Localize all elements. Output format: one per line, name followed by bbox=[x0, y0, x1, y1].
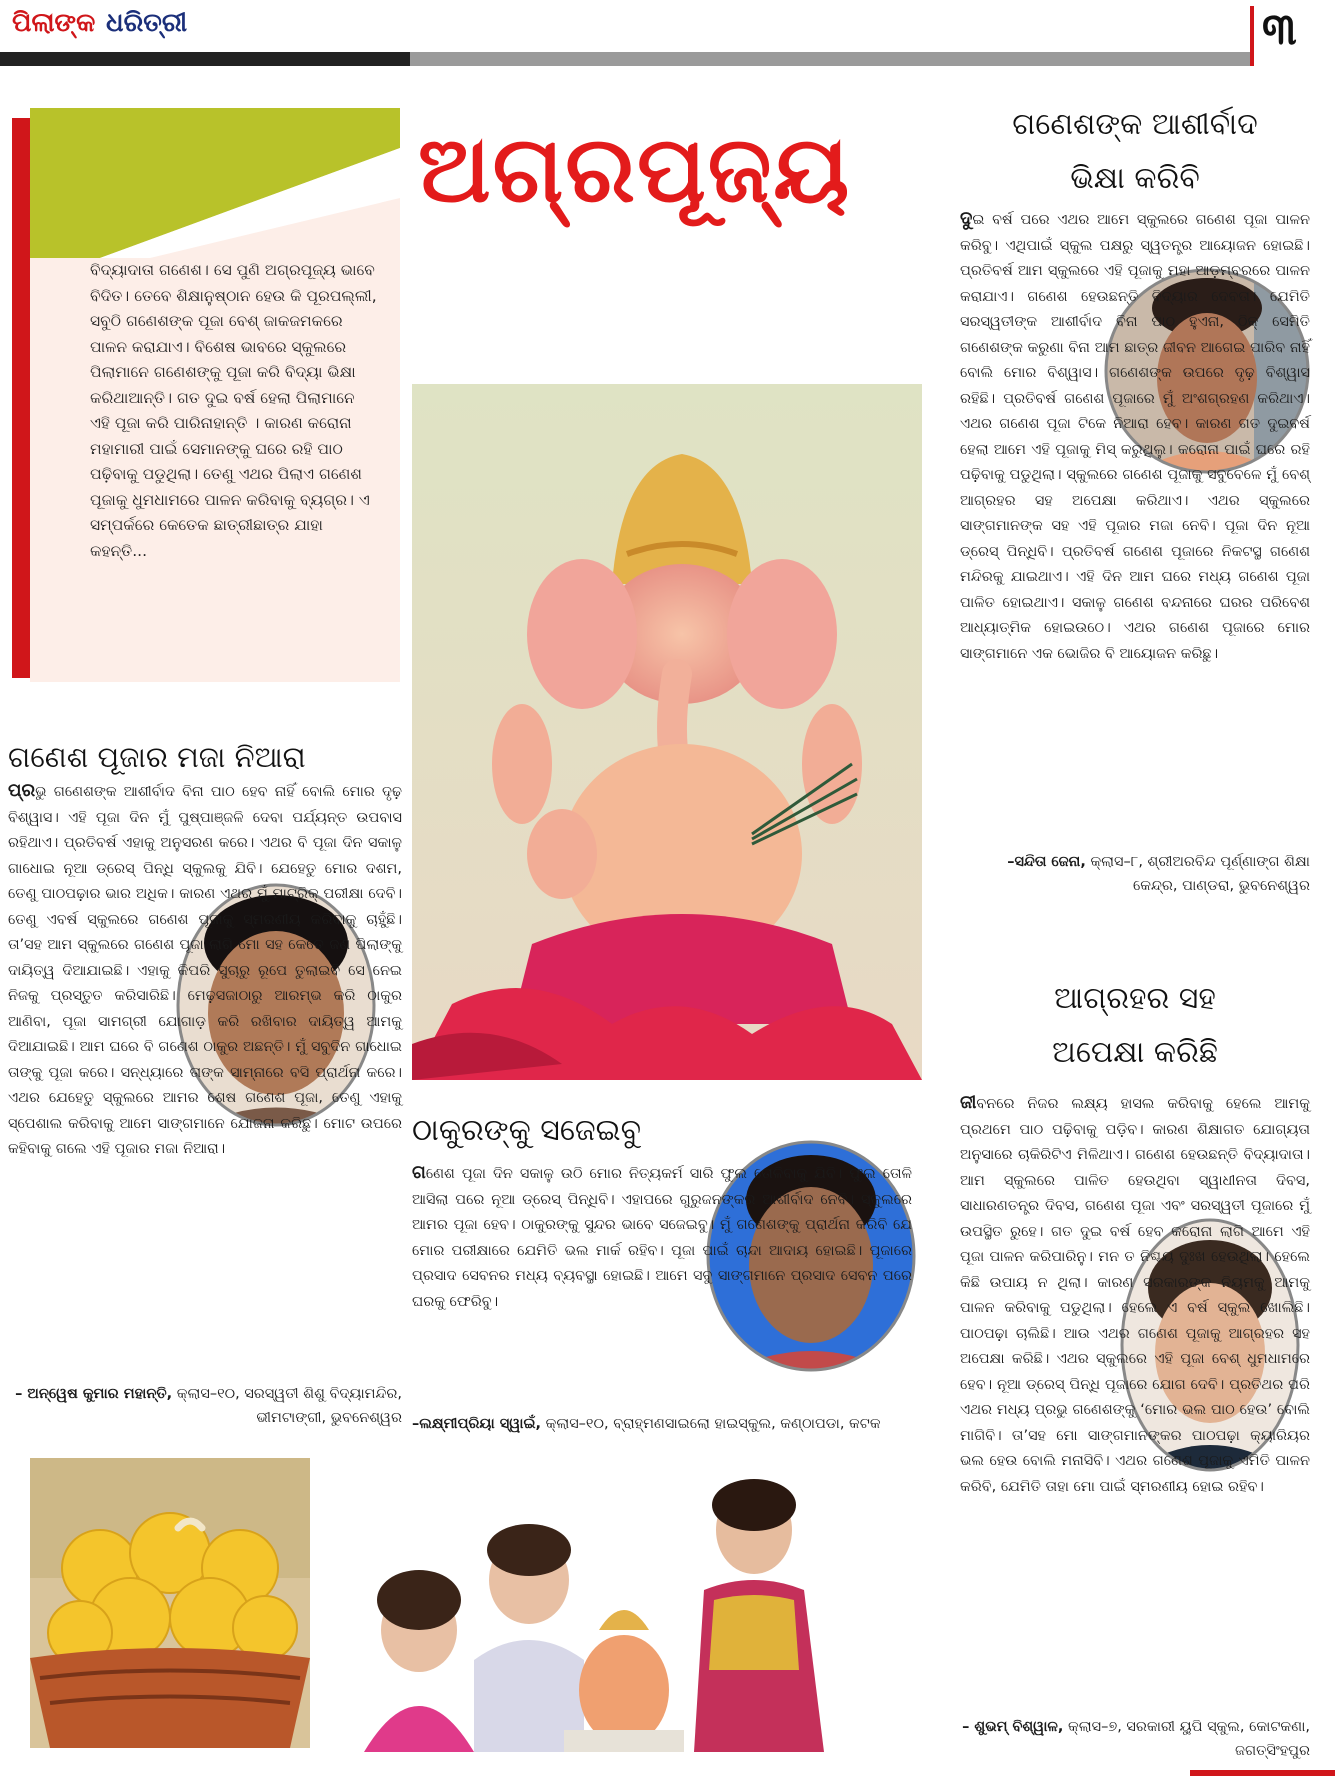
story2-byline-name: – ଶୁଭମ୍ ବିଶ୍ୱାଳ, bbox=[962, 1719, 1064, 1735]
story3-byline-rest: କ୍ଲାସ–୧୦, ସରସ୍ୱତୀ ଶିଶୁ ବିଦ୍ୟାମନ୍ଦିର, ଭୀମଟାଙ୍ଗୀ, ଭୁବନେଶ୍ୱର bbox=[176, 1386, 402, 1426]
logo-part2: ଧରିତ୍ରୀ bbox=[106, 8, 188, 38]
story2-body bbox=[960, 1090, 1310, 1500]
story1-byline-name: –ସନ୍ଦିତା ଜେନା, bbox=[1007, 854, 1086, 870]
page-title: ଅଗ୍ରପୂଜ୍ୟ bbox=[418, 116, 852, 223]
masthead-logo[interactable] bbox=[6, 6, 196, 46]
story2-heading-line1: ଆଗ୍ରହର ସହ bbox=[1054, 981, 1216, 1016]
story2-dropcap: ଜୀ bbox=[960, 1092, 977, 1113]
story3-body bbox=[8, 778, 402, 1163]
story1-dropcap: ଦୁ bbox=[960, 208, 973, 229]
story2-heading-line2: ଅପେକ୍ଷା କରିଛି bbox=[1052, 1035, 1218, 1070]
story2-body-text: ବନରେ ନିଜର ଲକ୍ଷ୍ୟ ହାସଲ କରିବାକୁ ହେଲେ ଆମକୁ ପ୍ରଥମେ ପାଠ ପଢ଼ିବାକୁ ପଡ଼ିବ। କାରଣ ଶିକ୍ଷାଗତ ଯୋଗ୍ୟତା ଅନୁସାରେ ଚାକିରିଟିଏ ମିଳିଥାଏ। ଗଣେଶ ହେଉଛନ୍ତି ବିଦ୍ୟାଦାତା। ଆମ ସ୍କୁଲରେ ପାଳିତ ହେଉଥିବା ସ୍ୱାଧୀନତା ଦିବସ, ସାଧାରଣତନ୍ତ୍ର ଦିବସ, ଗଣେଶ ପୂଜା ଏବଂ ସରସ୍ୱତୀ ପୂଜାରେ ମୁଁ ଉପସ୍ଥିତ ରୁହେ। ଗତ ଦୁଇ ବର୍ଷ ହେବ କରୋନା ଲାଗି ଆମେ ଏହି ପୂଜା ପାଳନ କରିପାରିନୁ। ମନ ତ ନିଶ୍ଚୟ ଦୁଃଖ ହେଉଥିଲା। ହେଲେ କିଛି ଉପାୟ ନ ଥିଲା। କାରଣ ସରକାରଙ୍କ ନିୟମକୁ ଆମକୁ ପାଳନ କରିବାକୁ ପଡୁଥିଲା। ହେଲେ ଏ ବର୍ଷ ସ୍କୁଲ ଖୋଲିଛି। ପାଠପଢ଼ା ଚାଲିଛି। ଆଉ ଏଥର ଗଣେଶ ପୂଜାକୁ ଆଗ୍ରହର ସହ ଅପେକ୍ଷା କରିଛି। ଏଥର ସ୍କୁଲରେ ଏହି ପୂଜା ବେଶ୍ ଧୁମଧାମରେ ହେବ। ନୂଆ ଡ୍ରେସ୍ ପିନ୍ଧି ପୂଜାରେ ଯୋଗ ଦେବି। ପ୍ରତିଥର ପରି ଏଥର ମଧ୍ୟ ପ୍ରଭୁ ଗଣେଶଙ୍କୁ ‘ମୋର ଭଲ ପାଠ ହେଉ’ ବୋଲି ମାଗିବି। ତା’ସହ ମୋ ସାଙ୍ଗମାନଙ୍କର ପାଠପଢ଼ା କ୍ୟାରିୟର ଭଲ ହେଉ ବୋଲି ମନାସିବି। ଏଥର ଗଣେଶ ପୂଜାକୁ ଏମିତି ପାଳନ କରିବି, ଯେମିତି ତାହା ମୋ ପାଇଁ ସ୍ମରଣୀୟ ହୋଇ ରହିବ। bbox=[960, 1096, 1310, 1495]
page-number: ୩ bbox=[1262, 4, 1297, 55]
story1-body bbox=[960, 206, 1310, 667]
page-number-divider bbox=[1250, 6, 1254, 66]
ganesha-idol-image bbox=[412, 384, 922, 1080]
story3-byline bbox=[8, 1382, 402, 1430]
story1-byline-rest: କ୍ଲାସ–୮, ଶ୍ରୀଅରବିନ୍ଦ ପୂର୍ଣ୍ଣାଙ୍ଗ ଶିକ୍ଷା କେନ୍ଦ୍ର, ପାଣ୍ଡରା, ଭୁବନେଶ୍ୱର bbox=[1090, 854, 1310, 894]
kids-praying-image bbox=[324, 1460, 920, 1752]
story2-byline bbox=[960, 1715, 1310, 1763]
story4-body bbox=[412, 1160, 912, 1315]
story1-byline bbox=[960, 850, 1310, 898]
story3-dropcap: ପ୍ର bbox=[8, 780, 36, 801]
story4-byline bbox=[412, 1412, 912, 1436]
story3-heading: ଗଣେଶ ପୂଜାର ମଜା ନିଆରା bbox=[8, 740, 306, 774]
logo-part1: ପିଲାଙ୍କ bbox=[12, 8, 96, 38]
story4-body-text: ଣେଶ ପୂଜା ଦିନ ସକାଳୁ ଉଠି ମୋର ନିତ୍ୟକର୍ମ ସାରି ଫୁଲ ତୋଳିବାକୁ ଯିବି। ଫୁଲ ତୋଳି ଆସିଲା ପରେ ନୂଆ ଡ୍ରେସ୍ ପିନ୍ଧିବି। ଏହାପରେ ଗୁରୁଜନଙ୍କର ଆଶୀର୍ବାଦ ନେବି। ସ୍କୁଲରେ ଆମର ପୂଜା ହେବ। ଠାକୁରଙ୍କୁ ସୁନ୍ଦର ଭାବେ ସଜେଇବୁ। ମୁଁ ଗଣେଶଙ୍କୁ ପ୍ରାର୍ଥନା କରିବି ଯେ ମୋର ପରୀକ୍ଷାରେ ଯେମିତି ଭଲ ମାର୍କ ରହିବ। ପୂଜା ପାଇଁ ଚାନ୍ଦା ଆଦାୟ ହୋଇଛି। ପୂଜାରେ ପ୍ରସାଦ ସେବନର ମଧ୍ୟ ବ୍ୟବସ୍ଥା ହୋଇଛି। ଆମେ ସବୁ ସାଙ୍ଗମାନେ ପ୍ରସାଦ ସେବନ ପରେ ଘରକୁ ଫେରିବୁ। bbox=[412, 1166, 912, 1310]
story1-heading-line2: ଭିକ୍ଷା କରିବି bbox=[1070, 161, 1200, 196]
laddoo-sweets-image bbox=[30, 1458, 310, 1748]
story3-body-text: ଭୁ ଗଣେଶଙ୍କ ଆଶୀର୍ବାଦ ବିନା ପାଠ ହେବ ନାହିଁ ବୋଲି ମୋର ଦୃଢ଼ ବିଶ୍ୱାସ। ଏହି ପୂଜା ଦିନ ମୁଁ ପୁଷ୍ପାଞ୍ଜଳି ଦେବା ପର୍ଯ୍ୟନ୍ତ ଉପବାସ ରହିଥାଏ। ପ୍ରତିବର୍ଷ ଏହାକୁ ଅନୁସରଣ କରେ। ଏଥର ବି ପୂଜା ଦିନ ସକାଳୁ ଗାଧୋଇ ନୂଆ ଡ୍ରେସ୍ ପିନ୍ଧି ସ୍କୁଲକୁ ଯିବି। ଯେହେତୁ ମୋର ଦଶମ, ତେଣୁ ପାଠପଢ଼ାର ଭାର ଅଧିକ। କାରଣ ଏଥର ମୁଁ ମାଟ୍ରିକ୍ ପରୀକ୍ଷା ଦେବି। ତେଣୁ ଏବର୍ଷ ସ୍କୁଲରେ ଗଣେଶ ପୂଜାକୁ ସ୍ମରଣୀୟ କରିବାକୁ ଚାହୁଁଛି। ତା’ସହ ଆମ ସ୍କୁଲରେ ଗଣେଶ ପୂଜା ଲାଗି ମୋ ସହ କେତେ ଜଣ ପିଲାଙ୍କୁ ଦାୟିତ୍ୱ ଦିଆଯାଇଛି। ଏହାକୁ କିପରି ସୁଚାରୁ ରୂପେ ତୁଲାଇବି ସେ ନେଇ ନିଜକୁ ପ୍ରସ୍ତୁତ କରିସାରିଛି। ମେଢ଼ସଜାଠାରୁ ଆରମ୍ଭ କରି ଠାକୁର ଆଣିବା, ପୂଜା ସାମଗ୍ରୀ ଯୋଗାଡ଼ କରି ରଖିବାର ଦାୟିତ୍ୱ ଆମକୁ ଦିଆଯାଇଛି। ଆମ ଘରେ ବି ଗଣେଶ ଠାକୁର ଅଛନ୍ତି। ମୁଁ ସବୁଦିନ ଗାଧୋଇ ତାଙ୍କୁ ପୂଜା କରେ। ସନ୍ଧ୍ୟାରେ ତାଙ୍କ ସାମ୍ନାରେ ବସି ପ୍ରାର୍ଥନା କରେ। ଏଥର ଯେହେତୁ ସ୍କୁଲରେ ଆମର ଶେଷ ଗଣେଶ ପୂଜା, ତେଣୁ ଏହାକୁ ସ୍ପେଶାଲ କରିବାକୁ ଆମେ ସାଙ୍ଗମାନେ ଯୋଜନା କରିଛୁ। ମୋଟ ଉପରେ କହିବାକୁ ଗଲେ ଏହି ପୂଜାର ମଜା ନିଆରା। bbox=[8, 784, 402, 1157]
story1-heading-line1: ଗଣେଶଙ୍କ ଆଶୀର୍ବାଦ bbox=[1012, 107, 1258, 142]
header-bar-grey bbox=[410, 52, 1250, 66]
story1-heading bbox=[960, 98, 1310, 206]
story3-byline-name: – ଅନ୍ୱେଷ କୁମାର ମହାନ୍ତି, bbox=[15, 1386, 173, 1402]
story1-body-text: ଇ ବର୍ଷ ପରେ ଏଥର ଆମେ ସ୍କୁଲରେ ଗଣେଶ ପୂଜା ପାଳନ କରିବୁ। ଏଥିପାଇଁ ସ୍କୁଲ ପକ୍ଷରୁ ସ୍ୱତନ୍ତ୍ର ଆୟୋଜନ ହୋଇଛି। ପ୍ରତିବର୍ଷ ଆମ ସ୍କୁଲରେ ଏହି ପୂଜାକୁ ମହା ଆଡ଼ମ୍ବରରେ ପାଳନ କରାଯାଏ। ଗଣେଶ ହେଉଛନ୍ତି ବିଦ୍ୟାର ଦେବତା। ଯେମିତି ସରସ୍ୱତୀଙ୍କ ଆଶୀର୍ବାଦ ବିନା ପାଠ ହୁଏନା, ଠିକ୍ ସେମିତି ଗଣେଶଙ୍କ କରୁଣା ବିନା ଆମ ଛାତ୍ର ଜୀବନ ଆଗେଇ ପାରିବ ନାହିଁ ବୋଲି ମୋର ବିଶ୍ୱାସ। ଗଣେଶଙ୍କ ଉପରେ ଦୃଢ଼ ବିଶ୍ୱାସ ରହିଛି। ପ୍ରତିବର୍ଷ ଗଣେଶ ପୂଜାରେ ମୁଁ ଅଂଶଗ୍ରହଣ କରିଥାଏ। ଏଥର ଗଣେଶ ପୂଜା ଟିକେ ନିଆରା ହେବ। କାରଣ ଗତ ଦୁଇବର୍ଷ ହେଲା ଆମେ ଏହି ପୂଜାକୁ ମିସ୍ କରୁଥିଲୁ। କରୋନା ପାଇଁ ଘରେ ରହି ପଢ଼ିବାକୁ ପଡୁଥିଲା। ସ୍କୁଲରେ ଗଣେଶ ପୂଜାକୁ ସବୁବେଳେ ମୁଁ ବେଶ୍ ଆଗ୍ରହର ସହ ଅପେକ୍ଷା କରିଥାଏ। ଏଥର ସ୍କୁଲରେ ସାଙ୍ଗମାନଙ୍କ ସହ ଏହି ପୂଜାର ମଜା ନେବି। ପୂଜା ଦିନ ନୂଆ ଡ୍ରେସ୍ ପିନ୍ଧିବି। ପ୍ରତିବର୍ଷ ଗଣେଶ ପୂଜାରେ ନିକଟସ୍ଥ ଗଣେଶ ମନ୍ଦିରକୁ ଯାଇଥାଏ। ଏହି ଦିନ ଆମ ଘରେ ମଧ୍ୟ ଗଣେଶ ପୂଜା ପାଳିତ ହୋଇଥାଏ। ସକାଳୁ ଗଣେଶ ବନ୍ଦନାରେ ଘରର ପରିବେଶ ଆଧ୍ୟାତ୍ମିକ ହୋଇଉଠେ। ଏଥର ଗଣେଶ ପୂଜାରେ ମୋର ସାଙ୍ଗମାନେ ଏକ ଭୋଜିର ବି ଆୟୋଜନ କରିଛୁ। bbox=[960, 212, 1310, 662]
story2-heading bbox=[960, 972, 1310, 1080]
intro-text: ବିଦ୍ୟାଦାତା ଗଣେଶ। ସେ ପୁଣି ଅଗ୍ରପୂଜ୍ୟ ଭାବେ ବିଦିତ। ତେବେ ଶିକ୍ଷାନୁଷ୍ଠାନ ହେଉ କି ପୂରପଲ୍ଲୀ, ସବୁଠି ଗଣେଶଙ୍କ ପୂଜା ବେଶ୍ ଜାକଜମକରେ ପାଳନ କରାଯାଏ। ବିଶେଷ ଭାବରେ ସ୍କୁଲରେ ପିଲାମାନେ ଗଣେଶଙ୍କୁ ପୂଜା କରି ବିଦ୍ୟା ଭିକ୍ଷା କରିଥାଆନ୍ତି। ଗତ ଦୁଇ ବର୍ଷ ହେଲା ପିଲାମାନେ ଏହି ପୂଜା କରି ପାରିନାହାନ୍ତି । କାରଣ କରୋନା ମହାମାରୀ ପାଇଁ ସେମାନଙ୍କୁ ଘରେ ରହି ପାଠ ପଢ଼ିବାକୁ ପଡୁଥିଲା। ତେଣୁ ଏଥର ପିଲାଏ ଗଣେଶ ପୂଜାକୁ ଧୁମଧାମରେ ପାଳନ କରିବାକୁ ବ୍ୟଗ୍ର। ଏ ସମ୍ପର୍କରେ କେତେକ ଛାତ୍ରୀଛାତ୍ର ଯାହା କହନ୍ତି... bbox=[90, 261, 377, 560]
story4-byline-name: –ଲକ୍ଷ୍ମୀପ୍ରିୟା ସ୍ୱାଇଁ, bbox=[412, 1416, 542, 1432]
story4-byline-rest: କ୍ଲାସ–୧୦, ବ୍ରାହ୍ମଣସାଇଲୋ ହାଇସ୍କୁଲ, କଣ୍ଠାପଡା, କଟକ bbox=[545, 1416, 881, 1432]
story4-dropcap: ଗ bbox=[412, 1162, 426, 1183]
masthead bbox=[0, 0, 1335, 66]
footer-red-bar bbox=[1190, 1770, 1335, 1776]
intro-decor-triangle bbox=[30, 108, 400, 258]
intro-red-bar bbox=[12, 118, 30, 678]
story4-heading: ଠାକୁରଙ୍କୁ ସଜେଇବୁ bbox=[412, 1113, 642, 1148]
header-bar-dark bbox=[0, 52, 410, 66]
story2-byline-rest: କ୍ଲାସ–୭, ସରକାରୀ ୟୁପି ସ୍କୁଲ, କୋଟକଣା, ଜଗତ୍‌ସିଂହପୁର bbox=[1068, 1719, 1310, 1759]
